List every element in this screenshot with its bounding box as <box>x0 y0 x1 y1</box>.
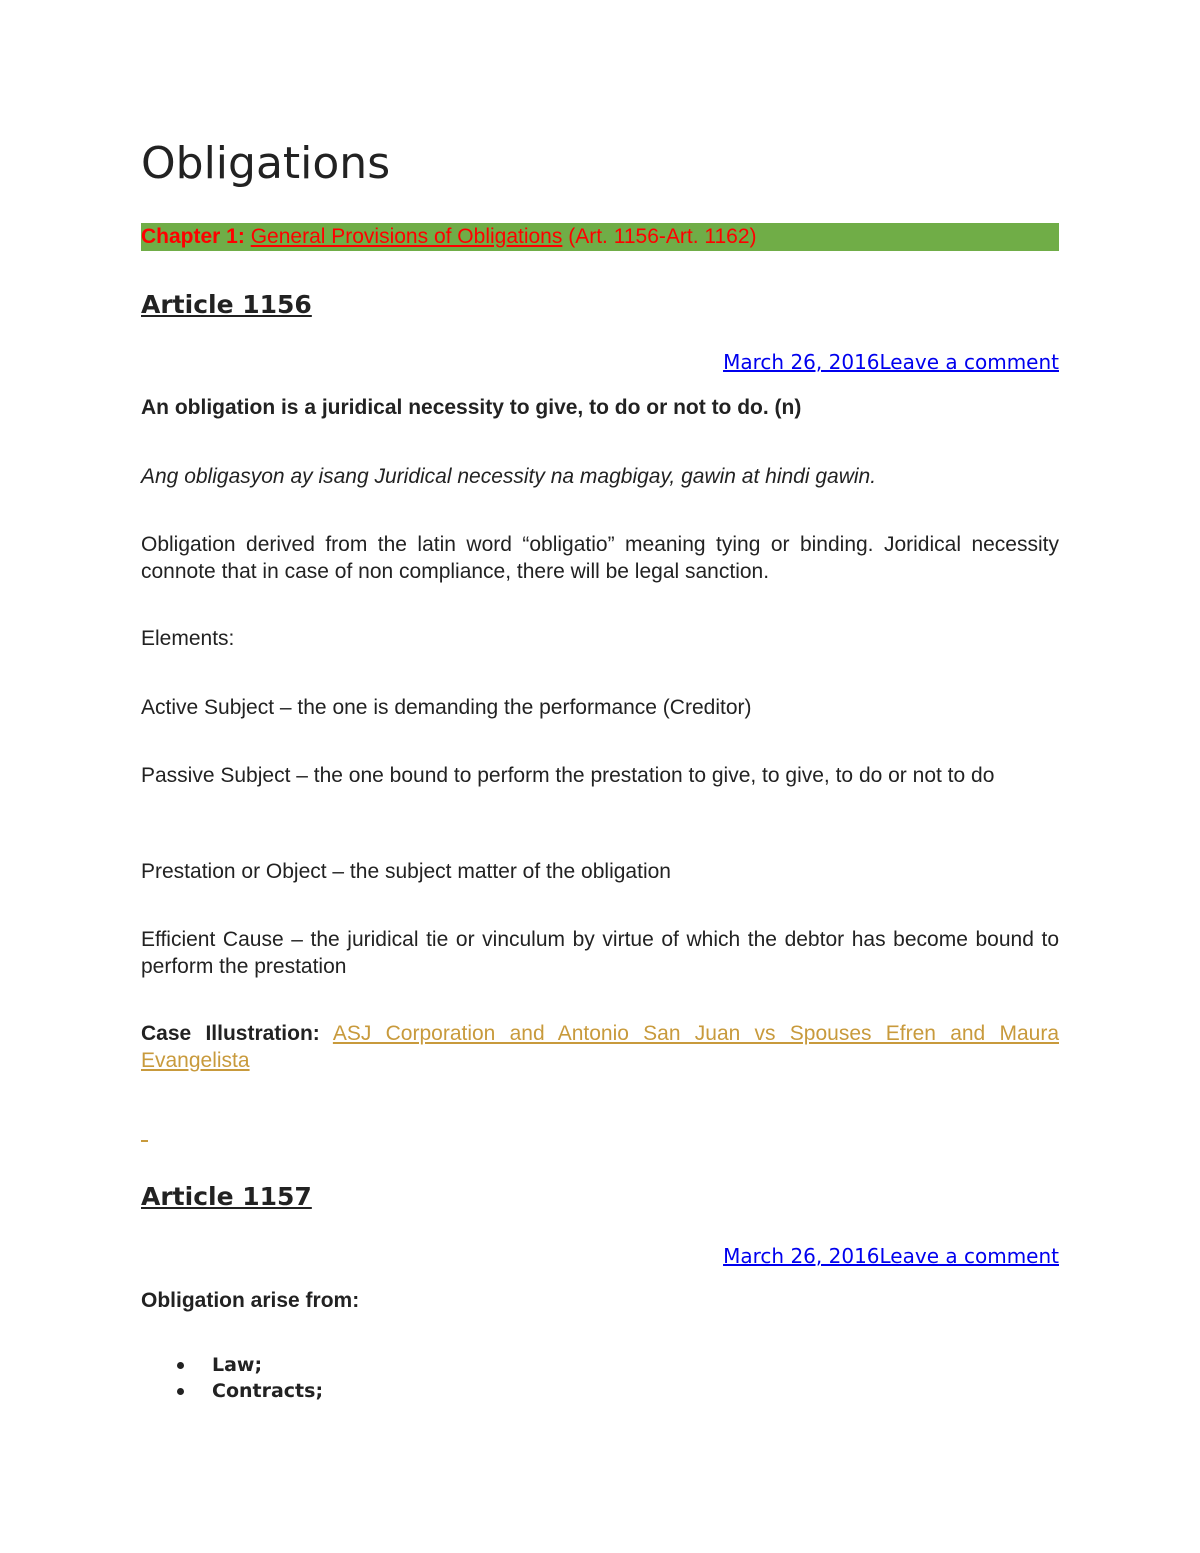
leave-comment-link[interactable]: Leave a comment <box>879 1244 1059 1268</box>
article-translation: Ang obligasyon ay isang Juridical necessity na magbigay, gawin at hindi gawin. <box>141 465 877 488</box>
list-item <box>141 1378 323 1404</box>
article-explanation: Obligation derived from the latin word “obligatio” meaning tying or binding. Joridical necessity connote that in case of non compliance, there will be legal sanction. <box>141 533 1059 583</box>
sources-list <box>141 1352 323 1404</box>
article-meta-1156 <box>723 350 1059 374</box>
case-label: Case Illustration: <box>141 1022 320 1045</box>
element-item: Passive Subject – the one bound to perform the prestation to give, to give, to do or not to do <box>141 764 995 787</box>
list-item-label: Law; <box>212 1354 263 1376</box>
list-item <box>141 1352 323 1378</box>
bullet-icon <box>177 1362 184 1369</box>
article-statement: An obligation is a juridical necessity to give, to do or not to do. (n) <box>141 396 802 419</box>
element-item: Efficient Cause – the juridical tie or vinculum by virtue of which the debtor has become bound to perform the prestation <box>141 928 1059 978</box>
chapter-range: (Art. 1156-Art. 1162) <box>568 225 757 248</box>
element-item: Active Subject – the one is demanding the performance (Creditor) <box>141 696 752 719</box>
elements-label: Elements: <box>141 627 235 650</box>
list-item-label: Contracts; <box>212 1380 324 1402</box>
post-date-link[interactable]: March 26, 2016 <box>723 350 880 374</box>
case-link[interactable]: ASJ Corporation and Antonio San Juan vs Spouses Efren and Maura Evangelista <box>141 1022 1059 1072</box>
document-title: Obligations <box>141 138 391 189</box>
bullet-icon <box>177 1388 184 1395</box>
article-heading-1156: Article 1156 <box>141 290 312 319</box>
article-heading-1157: Article 1157 <box>141 1182 312 1211</box>
case-illustration <box>141 1020 1059 1074</box>
chapter-banner <box>141 223 1059 251</box>
chapter-label: Chapter 1: <box>141 225 245 248</box>
post-date-link[interactable]: March 26, 2016 <box>723 1244 880 1268</box>
article-statement: Obligation arise from: <box>141 1289 360 1312</box>
element-item: Prestation or Object – the subject matter of the obligation <box>141 860 671 883</box>
leave-comment-link[interactable]: Leave a comment <box>879 350 1059 374</box>
chapter-link[interactable]: General Provisions of Obligations <box>250 225 563 248</box>
empty-link-mark[interactable] <box>141 1140 148 1142</box>
article-meta-1157 <box>723 1244 1059 1268</box>
